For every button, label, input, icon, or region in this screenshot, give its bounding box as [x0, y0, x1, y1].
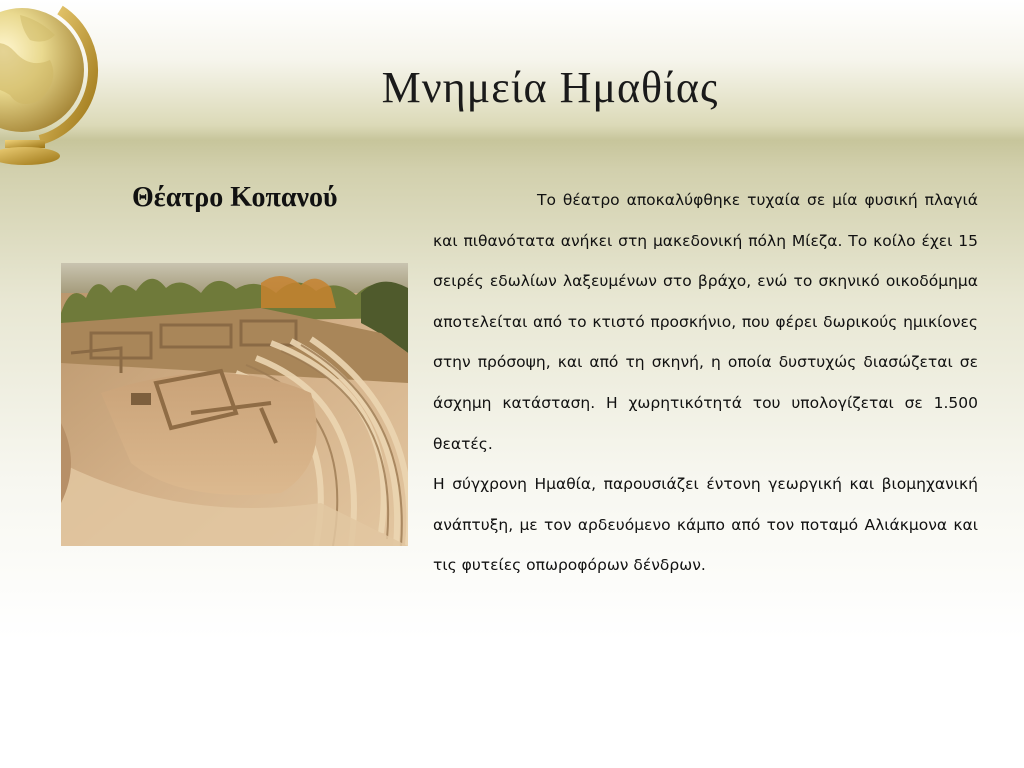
section-subtitle: Θέατρο Κοπανού	[132, 182, 338, 213]
theater-ruins-photo	[61, 263, 408, 546]
slide-title: Μνημεία Ημαθίας	[381, 63, 719, 112]
paragraph-imathia: Η σύγχρονη Ημαθία, παρουσιάζει έντονη γεωργική και βιομηχανική ανάπτυξη, με τον αρδευόμενο κάμπο από τον ποταμό Αλιάκμονα και τις φυτείες οπωροφόρων δένδρων.	[433, 475, 978, 575]
body-text	[433, 180, 978, 586]
paragraph-theater: Το θέατρο αποκαλύφθηκε τυχαία σε μία φυσική πλαγιά και πιθανότατα ανήκει στη μακεδονική πόλη Μίεζα. Το κοίλο έχει 15 σειρές εδωλίων λαξευμένων στο βράχο, ενώ το σκηνικό οικοδόμημα αποτελείται από το κτιστό προσκήνιο, που φέρει δωρικούς ημικίονες στην πρόσοψη, και από τη σκηνή, η οποία δυστυχώς διασώζεται σε άσχημη κατάσταση. Η χωρητικότητά του υπολογίζεται σε 1.500 θεατές.	[433, 191, 978, 453]
